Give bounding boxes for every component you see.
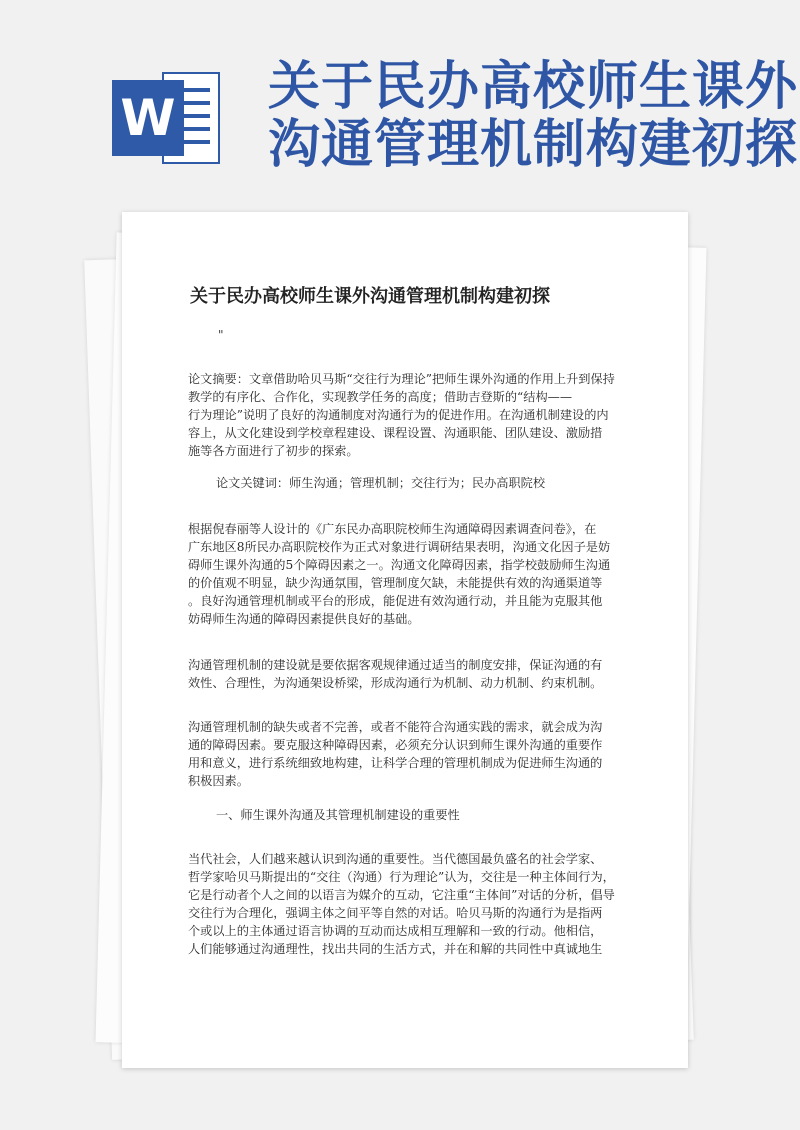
text-line: 当代社会，人们越来越认识到沟通的重要性。当代德国最负盛名的社会学家、 xyxy=(188,852,603,866)
text-line: 沟通管理机制的建设就是要依据客观规律通过适当的制度安排，保证沟通的有 xyxy=(188,658,603,672)
text-line: 积极因素。 xyxy=(188,774,249,788)
text-line: 交往行为合理化，强调主体之间平等自然的对话。哈贝马斯的沟通行为是指两 xyxy=(188,906,603,920)
text-line: 沟通管理机制的缺失或者不完善，或者不能符合沟通实践的需求，就会成为沟 xyxy=(188,720,603,734)
text-line: 广东地区8所民办高职院校作为正式对象进行调研结果表明，沟通文化因子是妨 xyxy=(188,540,611,554)
text-line: 的价值观不明显，缺少沟通氛围，管理制度欠缺，未能提供有效的沟通渠道等 xyxy=(188,576,603,590)
banner-title xyxy=(268,57,799,175)
text-line: 根据倪春丽等人设计的《广东民办高职院校师生沟通障碍因素调查问卷》，在 xyxy=(188,522,597,536)
text-line: 人们能够通过沟通理性，找出共同的生活方式，并在和解的共同性中真诚地生 xyxy=(188,942,603,956)
body-paragraph xyxy=(188,520,638,628)
document-title: 关于民办高校师生课外沟通管理机制构建初探 xyxy=(190,286,550,307)
text-line: 通的障碍因素。要克服这种障碍因素，必须充分认识到师生课外沟通的重要作 xyxy=(188,738,603,752)
word-letter-badge: W xyxy=(112,80,184,156)
banner-title-line: 沟通管理机制构建初探 xyxy=(268,115,799,175)
body-paragraph xyxy=(188,850,638,958)
banner xyxy=(0,0,800,200)
quote-mark: " xyxy=(218,328,224,342)
word-doc-icon xyxy=(112,72,220,164)
abstract-paragraph xyxy=(188,370,638,460)
body-paragraph xyxy=(188,718,638,790)
document-page xyxy=(122,212,688,1068)
text-line: 碍师生课外沟通的5个障碍因素之一。沟通文化障碍因素，指学校鼓励师生沟通 xyxy=(188,558,611,572)
text-line: 它是行动者个人之间的以语言为媒介的互动，它注重“主体间”对话的分析，倡导 xyxy=(188,888,615,902)
text-line: 容上，从文化建设到学校章程建设、课程设置、沟通职能、团队建设、激励措 xyxy=(188,426,603,440)
text-line: 哲学家哈贝马斯提出的“交往（沟通）行为理论”认为，交往是一种主体间行为， xyxy=(188,870,615,884)
text-line: 论文摘要：文章借助哈贝马斯“交往行为理论”把师生课外沟通的作用上升到保持 xyxy=(188,372,615,386)
text-line: 教学的有序化、合作化，实现教学任务的高度；借助吉登斯的“结构—— xyxy=(188,390,573,404)
text-line: 。良好沟通管理机制或平台的形成，能促进有效沟通行动，并且能为克服其他 xyxy=(188,594,603,608)
text-line: 效性、合理性，为沟通架设桥梁，形成沟通行为机制、动力机制、约束机制。 xyxy=(188,676,603,690)
text-line: 妨碍师生沟通的障碍因素提供良好的基础。 xyxy=(188,612,420,626)
text-line: 行为理论”说明了良好的沟通制度对沟通行为的促进作用。在沟通机制建设的内 xyxy=(188,408,609,422)
text-line: 一、师生课外沟通及其管理机制建设的重要性 xyxy=(216,808,460,822)
banner-title-line: 关于民办高校师生课外 xyxy=(268,57,799,117)
body-paragraph xyxy=(188,656,638,692)
keywords-line xyxy=(216,474,666,492)
text-line: 论文关键词：师生沟通；管理机制；交往行为；民办高职院校 xyxy=(216,476,546,490)
text-line: 施等各方面进行了初步的探索。 xyxy=(188,444,359,458)
text-line: 个或以上的主体通过语言协调的互动而达成相互理解和一致的行动。他相信， xyxy=(188,924,603,938)
text-line: 用和意义，进行系统细致地构建，让科学合理的管理机制成为促进师生沟通的 xyxy=(188,756,603,770)
section-heading xyxy=(216,806,666,824)
